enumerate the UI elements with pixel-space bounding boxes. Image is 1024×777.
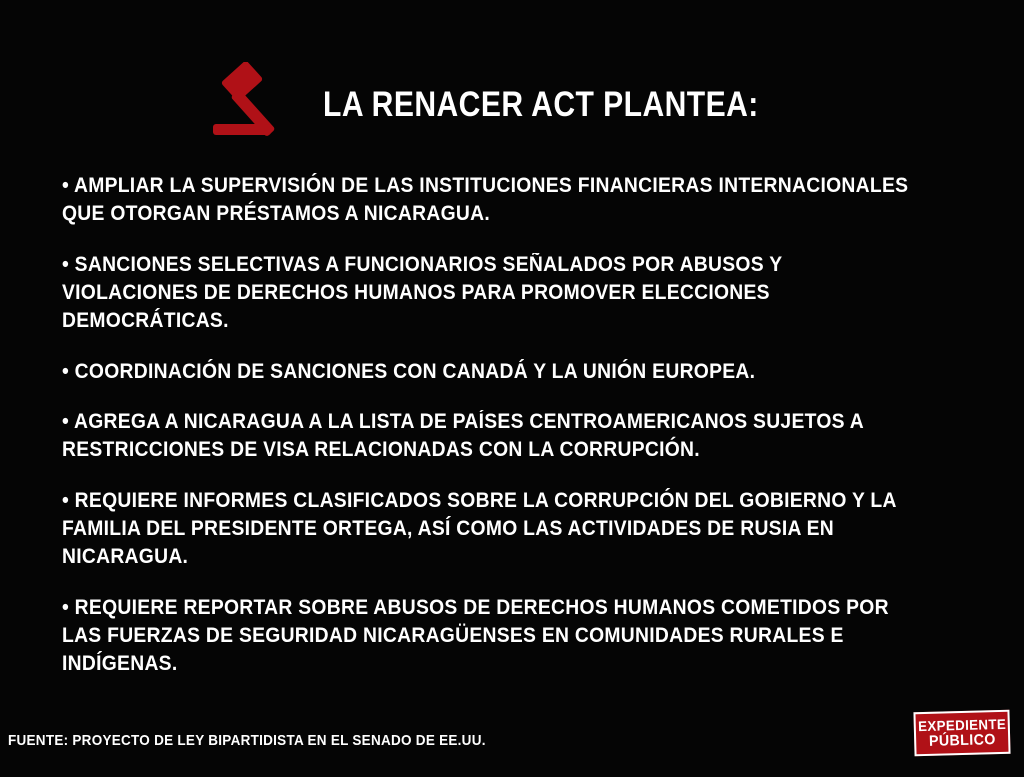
logo-line-two: PÚBLICO <box>928 730 996 750</box>
bullet-list <box>62 172 982 679</box>
logo-line-one: EXPEDIENTE <box>917 715 1007 734</box>
list-item: • AMPLIAR LA SUPERVISIÓN DE LAS INSTITUCIONES FINANCIERAS INTERNACIONALES QUE OTORGAN PRÉSTAMOS A NICARAGUA. <box>62 174 909 226</box>
header <box>0 62 1024 148</box>
list-item: • AGREGA A NICARAGUA A LA LISTA DE PAÍSES CENTROAMERICANOS SUJETOS A RESTRICCIONES DE VISA RELACIONADAS CON LA CORRUPCIÓN. <box>62 410 864 462</box>
list-item: • REQUIERE REPORTAR SOBRE ABUSOS DE DERECHOS HUMANOS COMETIDOS POR LAS FUERZAS DE SEGURIDAD NICARAGÜENSES EN COMUNIDADES RURALES E INDÍGENAS. <box>62 595 889 676</box>
source-caption: FUENTE: PROYECTO DE LEY BIPARTIDISTA EN EL SENADO DE EE.UU. <box>8 732 486 749</box>
expediente-publico-logo <box>913 710 1010 756</box>
gavel-icon <box>195 62 305 148</box>
page-title: LA RENACER ACT PLANTEA: <box>322 85 759 124</box>
list-item: • REQUIERE INFORMES CLASIFICADOS SOBRE LA CORRUPCIÓN DEL GOBIERNO Y LA FAMILIA DEL PRESIDENTE ORTEGA, ASÍ COMO LAS ACTIVIDADES DE RUSIA EN NICARAGUA. <box>62 488 897 569</box>
list-item: • SANCIONES SELECTIVAS A FUNCIONARIOS SEÑALADOS POR ABUSOS Y VIOLACIONES DE DERECHOS HUMANOS PARA PROMOVER ELECCIONES DEMOCRÁTICAS. <box>62 252 783 333</box>
list-item: • COORDINACIÓN DE SANCIONES CON CANADÁ Y LA UNIÓN EUROPEA. <box>62 359 756 383</box>
